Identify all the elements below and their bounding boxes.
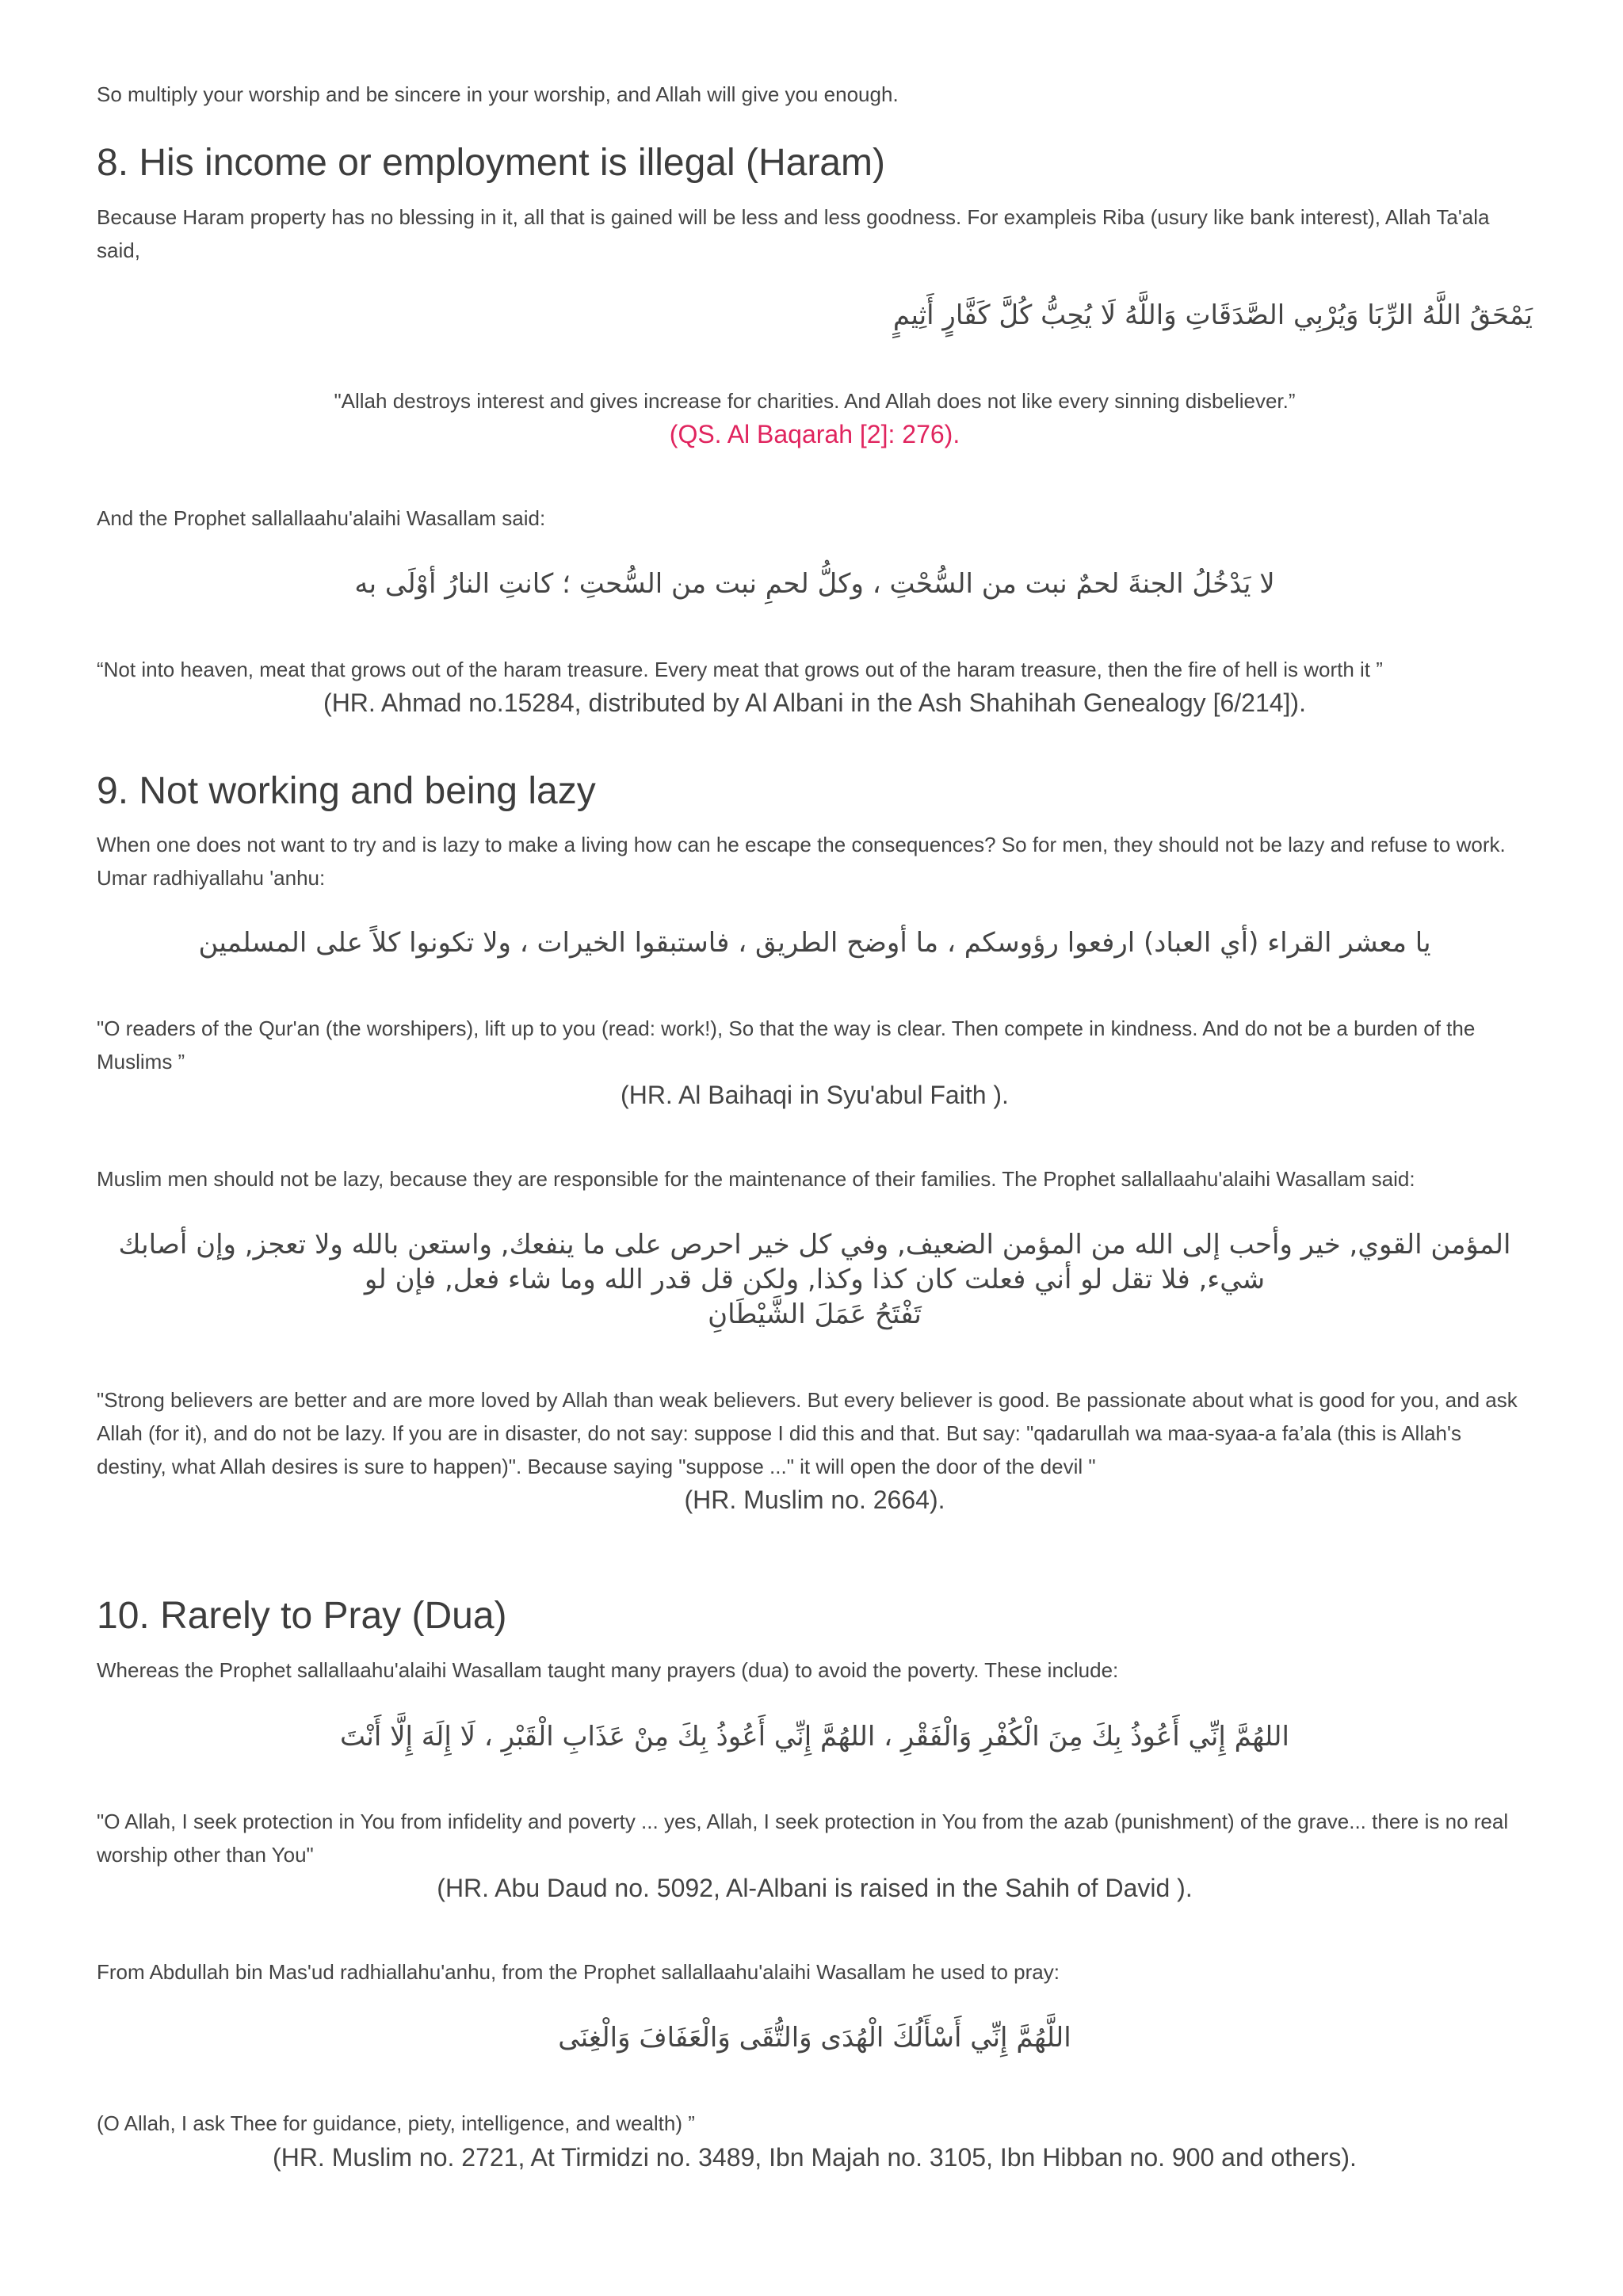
section-heading: 8. His income or employment is illegal (Haram): [97, 142, 885, 184]
section-9-arabic-hadith: [97, 1227, 1533, 1332]
section-9-hadith-translation: [97, 1383, 1533, 1483]
section-10-reference: [97, 1871, 1533, 1905]
section-10-paragraph: [97, 1653, 1533, 1687]
hadith-reference: (HR. Al Baihaqi in Syu'abul Faith ).: [621, 1081, 1009, 1109]
body-text: Muslim men should not be lazy, because they are responsible for the maintenance of their families. The Prophet sallallaahu'alaihi Wasallam said:: [97, 1167, 1415, 1191]
arabic-hadith-line: تَفْتَحُ عَمَلَ الشَّيْطَانِ: [708, 1299, 922, 1330]
section-9-paragraph-2: [97, 1162, 1533, 1196]
section-9-hadith-reference: [97, 1483, 1533, 1516]
section-9-translation: [97, 1012, 1533, 1078]
hadith-reference: (HR. Ahmad no.15284, distributed by Al Albani in the Ash Shahihah Genealogy [6/214]).: [323, 688, 1306, 717]
translation-text: (O Allah, I ask Thee for guidance, piety, intelligence, and wealth) ”: [97, 2111, 695, 2135]
intro-text: So multiply your worship and be sincere in your worship, and Allah will give you enough.: [97, 82, 899, 106]
body-text: When one does not want to try and is lazy to make a living how can he escape the consequences? So for men, they should not be lazy and refuse to work. Umar radhiyallahu 'anhu:: [97, 833, 1506, 890]
section-9-arabic-quote: [97, 925, 1533, 960]
section-8-translation: [97, 384, 1533, 418]
body-text: Whereas the Prophet sallallaahu'alaihi Wasallam taught many prayers (dua) to avoid the poverty. These include:: [97, 1658, 1119, 1682]
quran-reference: (QS. Al Baqarah [2]: 276).: [669, 420, 960, 448]
arabic-hadith-line: شيء, فلا تقل لو أني فعلت كان كذا وكذا, ولكن قل قدر الله وما شاء فعل, فإن لو: [364, 1264, 1266, 1295]
translation-text: "O Allah, I seek protection in You from infidelity and poverty ... yes, Allah, I seek protection in You from the azab (punishment) of the grave... there is no real worship other than You": [97, 1810, 1509, 1867]
section-10-reference-2: [97, 2141, 1533, 2174]
translation-text: "O readers of the Qur'an (the worshipers), lift up to you (read: work!), So that the way is clear. Then compete in kindness. And do not be a burden of the Muslims ”: [97, 1016, 1476, 1074]
section-9-paragraph: [97, 828, 1533, 894]
section-8-hadith-reference: [97, 686, 1533, 719]
section-10-arabic-dua: [97, 1719, 1533, 1754]
hadith-reference: (HR. Abu Daud no. 5092, Al-Albani is raised in the Sahih of David ).: [437, 1874, 1193, 1902]
section-8-arabic-verse: [97, 298, 1533, 333]
section-heading: 9. Not working and being lazy: [97, 770, 596, 812]
section-10-translation-2: [97, 2107, 1533, 2140]
section-10-translation: [97, 1805, 1533, 1871]
hadith-reference: (HR. Muslim no. 2664).: [684, 1486, 945, 1514]
section-10-arabic-dua-2: [97, 2020, 1533, 2055]
translation-text: “Not into heaven, meat that grows out of the haram treasure. Every meat that grows out of the haram treasure, then the fire of hell is worth it ”: [97, 658, 1383, 681]
body-text: Because Haram property has no blessing in it, all that is gained will be less and less goodness. For exampleis Riba (usury like bank interest), Allah Ta'ala said,: [97, 205, 1490, 262]
section-8-paragraph-2: [97, 502, 1533, 535]
section-10-heading-wrap: [97, 1592, 1533, 1640]
section-8-reference: [97, 418, 1533, 451]
section-8-arabic-hadith: [97, 566, 1533, 601]
translation-text: "Strong believers are better and are more loved by Allah than weak believers. But every believer is good. Be passionate about what is good for you, and ask Allah (for it), and do not be lazy. If you are in disaster, do not say: suppose I did this and that. But say: "qadarullah wa maa-syaa-a fa’ala (this is Allah's destiny, what Allah desires is sure to happen)". Because saying "suppose ..." it will open the door of the devil ": [97, 1388, 1518, 1478]
arabic-dua: اللهُمَّ إِنِّي أَعُوذُ بِكَ مِنَ الْكُفْرِ وَالْفَقْرِ ، اللهُمَّ إِنِّي أَعُوذُ بِكَ مِنْ عَذَابِ الْقَبْرِ ، لَا إِلَهَ إِلَّا أَنْتَ: [340, 1721, 1289, 1753]
translation-text: "Allah destroys interest and gives increase for charities. And Allah does not like every sinning disbeliever.”: [334, 389, 1296, 413]
section-8-hadith-translation: [97, 653, 1533, 686]
arabic-quote: يا معشر القراء (أي العباد) ارفعوا رؤوسكم ، ما أوضح الطريق ، فاستبقوا الخيرات ، ولا تكونوا كلاً على المسلمين: [198, 927, 1431, 959]
body-text: And the Prophet sallallaahu'alaihi Wasallam said:: [97, 506, 546, 530]
arabic-hadith: لا يَدْخُلُ الجنةَ لحمٌ نبت من السُّحْتِ ، وكلُّ لحمِ نبت من السُّحتِ ؛ كانتِ النارُ أوْلَى به: [354, 568, 1275, 600]
body-text: From Abdullah bin Mas'ud radhiallahu'anhu, from the Prophet sallallaahu'alaihi Wasallam he used to pray:: [97, 1960, 1060, 1984]
arabic-dua: اللَّهُمَّ إِنِّي أَسْأَلُكَ الْهُدَى وَالتُّقَى وَالْعَفَافَ وَالْغِنَى: [558, 2022, 1071, 2054]
section-8-paragraph: [97, 200, 1533, 267]
arabic-verse: يَمْحَقُ اللَّهُ الرِّبَا وَيُرْبِي الصَّدَقَاتِ وَاللَّهُ لَا يُحِبُّ كُلَّ كَفَّارٍ أَثِيمٍ: [892, 299, 1533, 331]
section-8-heading-wrap: [97, 139, 1533, 187]
hadith-reference: (HR. Muslim no. 2721, At Tirmidzi no. 3489, Ibn Majah no. 3105, Ibn Hibban no. 900 and others).: [273, 2143, 1357, 2172]
section-10-paragraph-2: [97, 1955, 1533, 1989]
section-heading: 10. Rarely to Pray (Dua): [97, 1595, 507, 1637]
intro-paragraph: [97, 78, 1533, 111]
section-9-heading-wrap: [97, 768, 1533, 815]
arabic-hadith-line: المؤمن القوي, خير وأحب إلى الله من المؤمن الضعيف, وفي كل خير احرص على ما ينفعك, واستعن بالله ولا تعجز, وإن أصابك: [118, 1229, 1511, 1261]
section-9-reference: [97, 1078, 1533, 1112]
